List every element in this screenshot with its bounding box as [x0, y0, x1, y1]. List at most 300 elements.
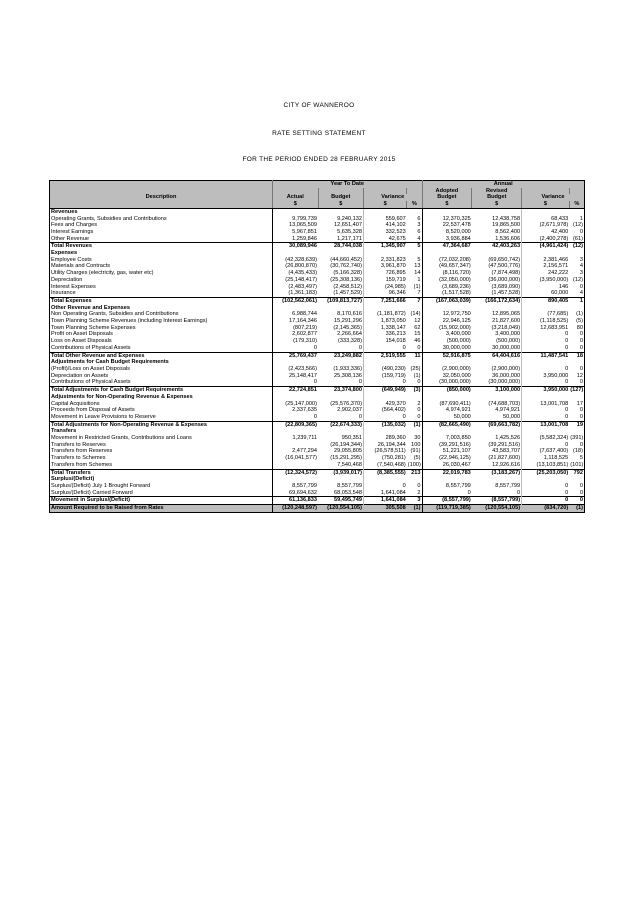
cell-adopted-budget: 22,019,783 [422, 469, 472, 476]
cell-variance-annual: (4,961,424) [522, 243, 570, 250]
cell-revised-budget: 4,974,921 [495, 407, 521, 414]
cell-adopted-budget: (850,000) [422, 387, 472, 394]
row-label: Insurance [50, 290, 273, 297]
cell-revised-budget: 12,926,616 [492, 461, 521, 468]
cell-variance: 1,873,050 [363, 318, 406, 325]
cell-variance-annual: 890,405 [522, 297, 570, 304]
cell-variance-annual-pct: 0 [569, 483, 584, 490]
cell-revised-budget: (2,900,000) [491, 365, 521, 372]
unit-dollar: $ [363, 201, 406, 208]
row-label: Contributions of Physical Assets [50, 379, 273, 386]
cell-variance-annual: (25,203,050) [522, 469, 570, 476]
cell-revised-budget: (36,000,000) [488, 276, 521, 283]
cell-variance-pct: (14) [410, 311, 421, 318]
cell-budget: 5,635,328 [337, 228, 362, 235]
col-revised-line1: Revised [472, 188, 522, 195]
cell-revised-budget: 1,425,526 [495, 435, 521, 442]
col-variance-annual: Variance [522, 194, 585, 201]
cell-revised-budget: 64,404,616 [472, 352, 522, 359]
header-blank [407, 188, 422, 195]
cell-adopted-budget: (39,291,516) [422, 442, 472, 449]
cell-actual: 69,694,632 [273, 490, 318, 497]
cell-actual: (2,423,566) [273, 366, 318, 373]
cell-revised-budget: 8,562,400 [495, 228, 521, 235]
cell-actual: 13,065,509 [273, 222, 318, 229]
cell-variance-pct: 2 [417, 489, 421, 496]
cell-actual: (120,248,597) [273, 505, 318, 513]
table-row [50, 216, 585, 223]
row-label: Non Operating Grants, Subsidies and Contributions [50, 311, 273, 318]
cell-variance-pct: 0 [417, 413, 421, 420]
cell-actual: (4,435,433) [273, 270, 318, 277]
table-row [50, 290, 585, 297]
cell-actual: 22,724,851 [273, 387, 318, 394]
cell-variance-annual-pct: 0 [569, 442, 584, 449]
cell-variance: (490,230) [363, 366, 406, 373]
cell-variance-annual-pct: 1 [569, 216, 584, 223]
cell-budget: (44,660,452) [330, 256, 362, 263]
cell-variance: 0 [363, 345, 406, 352]
cell-variance: (26,578,511) [363, 448, 406, 455]
cell-actual: (22,809,365) [273, 421, 318, 428]
cell-variance-annual-pct [569, 208, 584, 215]
unit-dollar: $ [273, 201, 318, 208]
cell-adopted-budget [422, 250, 472, 257]
cell-variance-annual: (2,671,978) [522, 222, 570, 229]
cell-variance-annual-pct: 0 [569, 379, 584, 386]
cell-adopted-budget: 7,003,850 [422, 435, 472, 442]
cell-variance-pct: (1) [407, 421, 422, 428]
cell-adopted-budget: (87,690,411) [422, 401, 472, 408]
cell-variance-annual-pct: 19 [569, 421, 584, 428]
cell-adopted-budget: (1,517,528) [422, 290, 472, 297]
header-blank [273, 188, 318, 195]
cell-budget: 8,557,799 [337, 482, 362, 489]
cell-variance-pct [407, 250, 422, 257]
section-heading-row [50, 359, 585, 366]
cell-variance: 2,331,823 [363, 257, 406, 264]
cell-variance-annual [522, 476, 570, 483]
cell-variance [363, 250, 406, 257]
cell-actual: 2,477,294 [273, 448, 318, 455]
table-row [50, 435, 585, 442]
cell-revised-budget: (39,291,516) [488, 441, 521, 448]
cell-actual [273, 394, 318, 401]
row-label: Depreciation on Assets [50, 373, 273, 380]
cell-variance-annual: 0 [522, 407, 570, 414]
row-label: Transfers [50, 428, 273, 435]
cell-adopted-budget: (49,657,347) [422, 263, 472, 270]
cell-actual: (102,562,061) [273, 297, 318, 304]
cell-variance-annual-pct: 0 [569, 497, 584, 505]
cell-adopted-budget: (8,557,799) [422, 497, 472, 505]
period-title: FOR THE PERIOD ENDED 28 FEBRUARY 2015 [242, 156, 396, 163]
cell-variance-annual-pct: 0 [569, 284, 584, 291]
row-label: Utility Charges (electricity, gas, water etc) [50, 270, 273, 277]
cell-variance-pct [407, 305, 422, 312]
cell-revised-budget: 8,557,799 [495, 482, 521, 489]
cell-variance: 1,345,907 [363, 243, 406, 250]
cell-variance-annual-pct: (18) [569, 448, 584, 455]
cell-variance-annual-pct: 1 [569, 297, 584, 304]
cell-variance-annual: (2,400,278) [522, 236, 570, 243]
cell-variance-annual-pct: 0 [569, 338, 584, 345]
cell-variance-pct [407, 476, 422, 483]
cell-variance-annual: (77,685) [522, 311, 570, 318]
cell-budget: (30,762,740) [330, 263, 362, 270]
cell-adopted-budget [422, 428, 472, 435]
cell-revised-budget: (1,457,528) [491, 290, 521, 297]
cell-variance-annual [522, 394, 570, 401]
row-label: Employee Costs [50, 257, 273, 264]
cell-variance-annual-pct: 12 [569, 373, 584, 380]
table-row [50, 442, 585, 449]
header-blank [50, 201, 273, 208]
total-row [50, 497, 585, 505]
cell-revised-budget: (30,000,000) [488, 379, 521, 386]
cell-adopted-budget: 4,974,921 [422, 407, 472, 414]
col-description: Description [50, 194, 273, 201]
cell-adopted-budget [422, 359, 472, 366]
cell-actual: 25,769,437 [273, 352, 318, 359]
cell-revised-budget: 43,583,707 [492, 448, 521, 455]
cell-actual: (25,148,417) [273, 277, 318, 284]
cell-variance-pct: 6 [417, 228, 421, 235]
rate-setting-table [49, 180, 585, 513]
cell-actual: 5,967,851 [273, 229, 318, 236]
table-row [50, 284, 585, 291]
cell-adopted-budget [422, 208, 472, 215]
col-actual: Actual [273, 194, 318, 201]
row-label: (Profit)/Loss on Asset Disposals [50, 366, 273, 373]
cell-variance-pct: (3) [407, 387, 422, 394]
cell-revised-budget: (3,689,090) [491, 283, 521, 290]
cell-budget: (26,194,344) [330, 441, 362, 448]
col-revised-line2: Budget [472, 194, 522, 201]
header-blank [569, 188, 584, 195]
cell-actual: (1,361,183) [273, 290, 318, 297]
table-row [50, 379, 585, 386]
cell-adopted-budget: (167,063,039) [422, 297, 472, 304]
cell-variance: 559,607 [363, 216, 406, 223]
cell-adopted-budget: (119,719,385) [422, 505, 472, 513]
cell-revised-budget [472, 208, 522, 215]
cell-variance-pct: 5 [407, 243, 422, 250]
cell-actual: (2,483,497) [273, 284, 318, 291]
cell-revised-budget: (69,663,782) [472, 421, 522, 428]
cell-budget [318, 250, 363, 257]
cell-revised-budget [472, 476, 522, 483]
header-blank [318, 188, 363, 195]
cell-variance-pct: 5 [417, 256, 421, 263]
cell-variance-pct: 13 [414, 263, 421, 270]
cell-revised-budget [472, 394, 522, 401]
cell-actual [273, 208, 318, 215]
cell-variance-annual: (1,118,525) [522, 318, 570, 325]
cell-variance-pct: 213 [407, 469, 422, 476]
cell-revised-budget: 1,536,606 [495, 235, 521, 242]
table-row [50, 401, 585, 408]
cell-revised-budget: (3,218,049) [491, 324, 521, 331]
unit-dollar: $ [318, 201, 363, 208]
section-heading-row [50, 428, 585, 435]
cell-revised-budget: 12,895,065 [492, 311, 521, 318]
cell-adopted-budget [422, 394, 472, 401]
cell-adopted-budget: 26,030,467 [422, 462, 472, 469]
cell-variance-annual-pct [569, 250, 584, 257]
cell-variance-pct: (1) [413, 372, 421, 379]
group-annual: Annual [422, 181, 585, 188]
cell-budget: (5,166,328) [333, 270, 362, 277]
cell-revised-budget [472, 250, 522, 257]
cell-actual [273, 250, 318, 257]
row-label: Depreciation [50, 277, 273, 284]
cell-variance-pct: 11 [407, 352, 422, 359]
cell-adopted-budget: 3,936,884 [422, 236, 472, 243]
cell-variance-annual: 68,433 [522, 216, 570, 223]
cell-adopted-budget: 50,000 [422, 414, 472, 421]
row-label: Adjustments for Non-Operating Revenue & Expenses [50, 394, 273, 401]
cell-actual: (26,800,870) [273, 263, 318, 270]
cell-variance-annual: 12,683,951 [522, 325, 570, 332]
cell-budget: 950,351 [341, 435, 362, 442]
cell-variance-annual-pct [569, 476, 584, 483]
cell-budget [318, 428, 363, 435]
cell-adopted-budget: 47,364,687 [422, 243, 472, 250]
table-row [50, 236, 585, 243]
cell-variance-annual-pct: 0 [569, 345, 584, 352]
cell-revised-budget [472, 359, 522, 366]
table-row [50, 448, 585, 455]
cell-variance-annual: 3,950,000 [522, 387, 570, 394]
cell-variance-pct: 0 [417, 379, 421, 386]
cell-variance-pct: 6 [417, 215, 421, 222]
cell-variance: 1,338,147 [363, 325, 406, 332]
row-label: Transfers from Reserves [50, 448, 273, 455]
cell-variance-annual-pct [569, 394, 584, 401]
table-row [50, 455, 585, 462]
cell-actual: (12,324,572) [273, 469, 318, 476]
row-label: Town Planning Scheme Expenses [50, 325, 273, 332]
cell-budget [318, 359, 363, 366]
total-row [50, 243, 585, 250]
row-label: Total Revenues [50, 243, 273, 250]
cell-revised-budget: (8,557,799) [472, 497, 522, 505]
cell-actual: 1,259,846 [273, 236, 318, 243]
cell-variance: (8,385,555) [363, 469, 406, 476]
row-label: Transfers to Schemes [50, 455, 273, 462]
cell-budget: (120,554,105) [318, 505, 363, 513]
cell-variance: 332,523 [363, 229, 406, 236]
table-row [50, 222, 585, 229]
cell-revised-budget: (166,172,634) [472, 297, 522, 304]
cell-variance: 42,675 [363, 236, 406, 243]
cell-variance-pct [407, 208, 422, 215]
cell-actual [273, 476, 318, 483]
cell-variance-annual: 0 [522, 379, 570, 386]
row-label: Total Other Revenue and Expenses [50, 352, 273, 359]
cell-variance-pct: (25) [410, 365, 421, 372]
table-row [50, 318, 585, 325]
cell-budget [318, 305, 363, 312]
table-row [50, 483, 585, 490]
row-label: Adjustments for Cash Budget Requirements [50, 359, 273, 366]
row-label: Total Adjustments for Cash Budget Requirements [50, 387, 273, 394]
cell-adopted-budget: 52,916,875 [422, 352, 472, 359]
cell-variance: 0 [363, 414, 406, 421]
cell-variance: 159,719 [363, 277, 406, 284]
table-row [50, 373, 585, 380]
cell-actual: 17,164,346 [273, 318, 318, 325]
cell-variance-pct: 30 [414, 435, 421, 442]
cell-variance-pct: 1 [417, 276, 421, 283]
cell-budget [318, 394, 363, 401]
cell-variance-pct: (1) [413, 283, 421, 290]
cell-revised-budget: 12,438,758 [492, 215, 521, 222]
cell-variance-annual: (5,582,324) [522, 435, 570, 442]
cell-variance-annual: (13,103,851) [522, 462, 570, 469]
cell-variance: 7,251,666 [363, 297, 406, 304]
cell-adopted-budget: (3,689,236) [422, 284, 472, 291]
total-row [50, 352, 585, 359]
cell-variance-annual: (834,720) [522, 505, 570, 513]
cell-variance-pct: (5) [413, 455, 421, 462]
table-row [50, 490, 585, 497]
cell-budget: 0 [358, 413, 362, 420]
table-row [50, 345, 585, 352]
cell-revised-budget: 19,865,500 [492, 222, 521, 229]
cell-variance-annual: 0 [522, 366, 570, 373]
row-label: Total Expenses [50, 297, 273, 304]
cell-budget: (109,813,727) [318, 297, 363, 304]
cell-budget: 12,651,407 [333, 222, 362, 229]
cell-actual: 1,239,711 [273, 435, 318, 442]
total-row [50, 387, 585, 394]
cell-variance: 2,519,555 [363, 352, 406, 359]
cell-variance-annual-pct: (1) [569, 311, 584, 318]
cell-variance-annual: 42,400 [522, 229, 570, 236]
cell-variance-annual-pct: 0 [569, 229, 584, 236]
cell-revised-budget: (21,827,600) [488, 455, 521, 462]
cell-variance-pct: 0 [417, 407, 421, 414]
row-label: Profit on Asset Disposals [50, 331, 273, 338]
cell-variance-annual: 0 [522, 345, 570, 352]
cell-variance: (649,949) [363, 387, 406, 394]
statement-title: RATE SETTING STATEMENT [272, 130, 366, 137]
cell-variance: 26,194,344 [363, 442, 406, 449]
section-heading-row [50, 250, 585, 257]
cell-variance: 3,961,870 [363, 263, 406, 270]
cell-budget: (2,458,512) [333, 283, 362, 290]
table-row [50, 277, 585, 284]
cell-variance: (750,281) [363, 455, 406, 462]
total-row [50, 421, 585, 428]
cell-adopted-budget: 22,946,125 [422, 318, 472, 325]
unit-dollar: $ [422, 201, 472, 208]
row-label: Surplus/(Deficit) July 1 Brought Forward [50, 483, 273, 490]
header-blank [522, 188, 570, 195]
cell-variance-annual-pct: 3 [569, 270, 584, 277]
table-row [50, 462, 585, 469]
cell-variance-annual [522, 305, 570, 312]
cell-variance-annual-pct: (101) [570, 461, 584, 468]
row-label: Movement in Surplus/(Deficit) [50, 497, 273, 505]
cell-budget: 0 [358, 344, 362, 351]
cell-budget: 2,266,664 [337, 331, 362, 338]
unit-dollar: $ [522, 201, 570, 208]
cell-variance-annual: 0 [522, 338, 570, 345]
cell-variance-annual: 146 [522, 284, 570, 291]
cell-variance-annual [522, 359, 570, 366]
cell-adopted-budget: (32,050,000) [422, 277, 472, 284]
cell-variance-pct [407, 428, 422, 435]
cell-variance: 0 [363, 379, 406, 386]
cell-variance-annual-pct: 4 [569, 290, 584, 297]
cell-actual: (179,310) [273, 338, 318, 345]
cell-variance [363, 208, 406, 215]
cell-variance-annual-pct: 0 [569, 490, 584, 497]
cell-actual: 9,799,739 [273, 216, 318, 223]
cell-variance-annual: 13,001,708 [522, 421, 570, 428]
cell-adopted-budget: (8,116,720) [422, 270, 472, 277]
cell-variance-annual-pct: 17 [569, 401, 584, 408]
cell-variance-annual-pct [569, 305, 584, 312]
cell-variance-annual: 3,950,000 [522, 373, 570, 380]
cell-variance-annual: 0 [522, 490, 570, 497]
statement-rows [50, 208, 585, 512]
cell-variance-annual-pct: 0 [569, 366, 584, 373]
cell-variance-annual-pct: (127) [570, 387, 584, 394]
cell-variance [363, 394, 406, 401]
cell-variance-pct: 7 [417, 290, 421, 297]
cell-variance: (7,540,468) [363, 462, 406, 469]
cell-variance [363, 305, 406, 312]
cell-revised-budget: 50,000 [502, 413, 521, 420]
cell-budget: (1,457,529) [333, 290, 362, 297]
row-label: Capital Acquisitions [50, 401, 273, 408]
row-label: Revenues [50, 208, 273, 215]
cell-variance-annual: 0 [522, 497, 570, 505]
cell-adopted-budget: 51,221,107 [422, 448, 472, 455]
cell-variance: 1,641,084 [363, 497, 406, 505]
unit-percent: % [407, 201, 422, 208]
cell-budget: 29,055,805 [333, 448, 362, 455]
cell-variance-annual: 0 [522, 414, 570, 421]
cell-actual [273, 359, 318, 366]
cell-budget: (1,933,336) [333, 365, 362, 372]
row-label: Transfers to Reserves [50, 442, 273, 449]
cell-revised-budget: 30,000,000 [492, 344, 521, 351]
col-budget: Budget [318, 194, 363, 201]
cell-revised-budget: (47,500,776) [488, 263, 521, 270]
cell-variance [363, 476, 406, 483]
row-label: Surplus/(Deficit) [50, 476, 273, 483]
header-blank [363, 188, 406, 195]
cell-adopted-budget: (22,946,125) [422, 455, 472, 462]
cell-adopted-budget [422, 305, 472, 312]
cell-actual: 0 [273, 345, 318, 352]
cell-actual: 25,148,417 [273, 373, 318, 380]
unit-dollar: $ [472, 201, 522, 208]
cell-variance: (24,985) [363, 284, 406, 291]
cell-adopted-budget: 12,972,750 [422, 311, 472, 318]
cell-actual: (42,328,639) [273, 257, 318, 264]
table-row [50, 407, 585, 414]
cell-variance-annual: 60,000 [522, 290, 570, 297]
cell-actual [273, 462, 318, 469]
cell-variance-annual [522, 208, 570, 215]
cell-revised-budget [472, 305, 522, 312]
